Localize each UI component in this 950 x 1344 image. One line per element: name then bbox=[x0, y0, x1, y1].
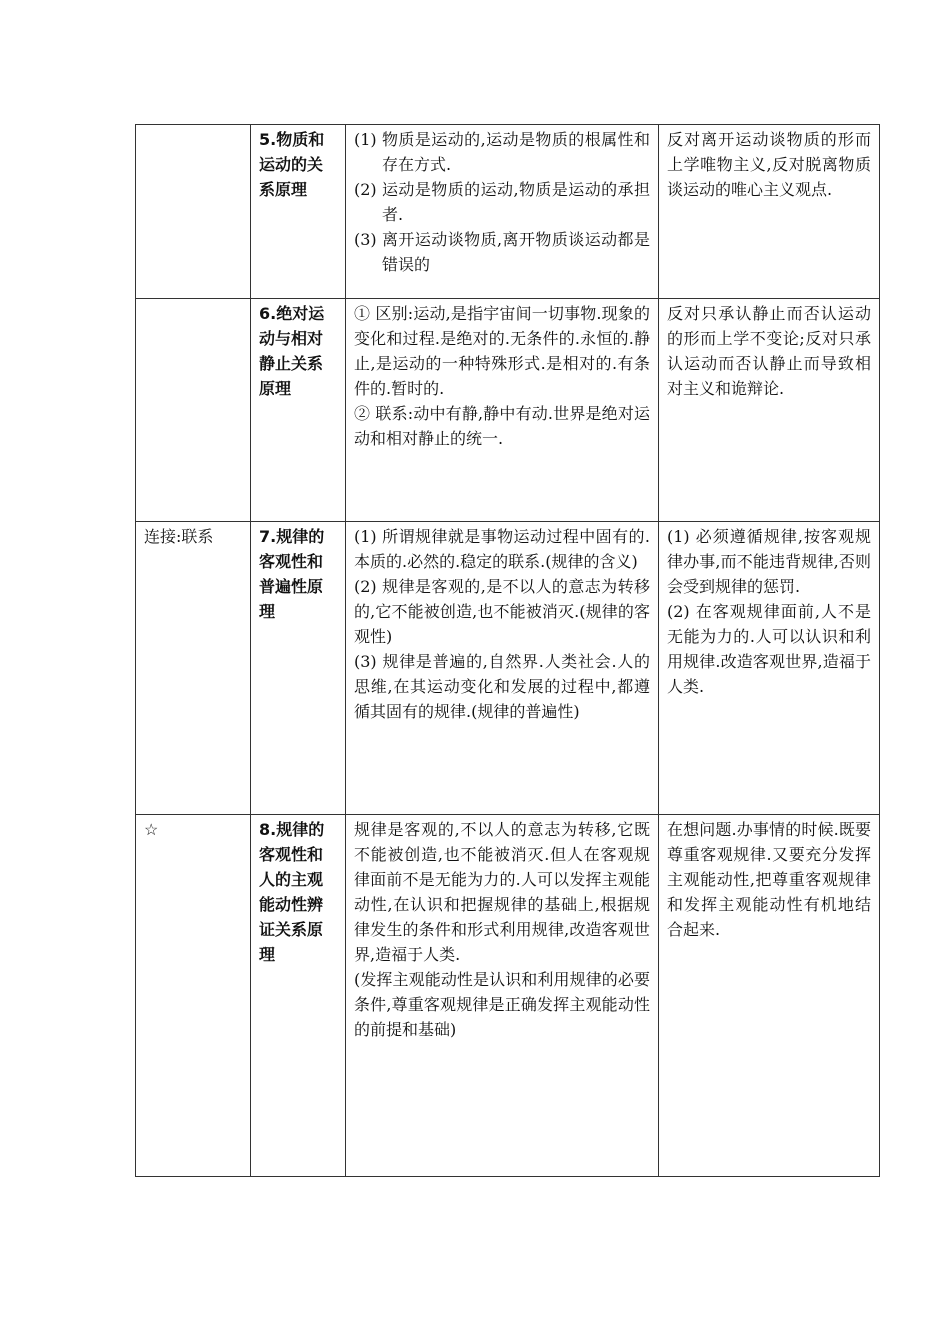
significance-paragraph: (2) 在客观规律面前,人不是无能为力的.人可以认识和利用规律.改造客观世界,造福于人类. bbox=[667, 602, 871, 696]
category-cell: ☆ bbox=[136, 815, 251, 1177]
content-paragraph: (1) 所谓规律就是事物运动过程中固有的.本质的.必然的.稳定的联系.(规律的含义) bbox=[354, 527, 650, 571]
list-item: (3) 离开运动谈物质,离开物质谈运动都是错误的 bbox=[354, 230, 650, 274]
principle-significance: 在想问题.办事情的时候.既要尊重客观规律.又要充分发挥主观能动性,把尊重客观规律和发挥主观能动性有机地结合起来. bbox=[659, 815, 880, 1177]
content-paragraph: ② 联系:动中有静,静中有动.世界是绝对运动和相对静止的统一. bbox=[354, 404, 650, 448]
principle-content bbox=[346, 815, 659, 1177]
principle-significance: 反对离开运动谈物质的形而上学唯物主义,反对脱离物质谈运动的唯心主义观点. bbox=[659, 125, 880, 299]
principle-title: 5.物质和运动的关系原理 bbox=[251, 125, 346, 299]
principles-table bbox=[135, 124, 880, 1177]
content-paragraph: ① 区别:运动,是指宇宙间一切事物.现象的变化和过程.是绝对的.无条件的.永恒的.静止,是运动的一种特殊形式.是相对的.有条件的.暂时的. bbox=[354, 304, 650, 398]
list-item: (1) 物质是运动的,运动是物质的根属性和存在方式. bbox=[354, 130, 650, 174]
principle-content bbox=[346, 125, 659, 299]
content-paragraph: (发挥主观能动性是认识和利用规律的必要条件,尊重客观规律是正确发挥主观能动性的前提和基础) bbox=[354, 970, 650, 1039]
content-paragraph: 规律是客观的,不以人的意志为转移,它既不能被创造,也不能被消灭.但人在客观规律面前不是无能为力的.人可以发挥主观能动性,在认识和把握规律的基础上,根据规律发生的条件和形式利用规律,改造客观世界,造福于人类. bbox=[354, 820, 650, 964]
content-paragraph: (2) 规律是客观的,是不以人的意志为转移的,它不能被创造,也不能被消灭.(规律的客观性) bbox=[354, 577, 650, 646]
principle-significance bbox=[659, 522, 880, 815]
category-cell bbox=[136, 299, 251, 522]
table-row bbox=[136, 125, 880, 299]
category-cell: 连接:联系 bbox=[136, 522, 251, 815]
category-cell bbox=[136, 125, 251, 299]
principle-content bbox=[346, 522, 659, 815]
table-row bbox=[136, 815, 880, 1177]
principle-content bbox=[346, 299, 659, 522]
table-row bbox=[136, 522, 880, 815]
principle-significance: 反对只承认静止而否认运动的形而上学不变论;反对只承认运动而否认静止而导致相对主义和诡辩论. bbox=[659, 299, 880, 522]
content-paragraph: (3) 规律是普遍的,自然界.人类社会.人的思维,在其运动变化和发展的过程中,都遵循其固有的规律.(规律的普遍性) bbox=[354, 652, 650, 721]
list-item: (2) 运动是物质的运动,物质是运动的承担者. bbox=[354, 180, 650, 224]
principle-title: 7.规律的客观性和普遍性原理 bbox=[251, 522, 346, 815]
table-row bbox=[136, 299, 880, 522]
significance-paragraph: (1) 必须遵循规律,按客观规律办事,而不能违背规律,否则会受到规律的惩罚. bbox=[667, 527, 871, 596]
principle-title: 8.规律的客观性和人的主观能动性辨证关系原理 bbox=[251, 815, 346, 1177]
principle-title: 6.绝对运动与相对静止关系原理 bbox=[251, 299, 346, 522]
